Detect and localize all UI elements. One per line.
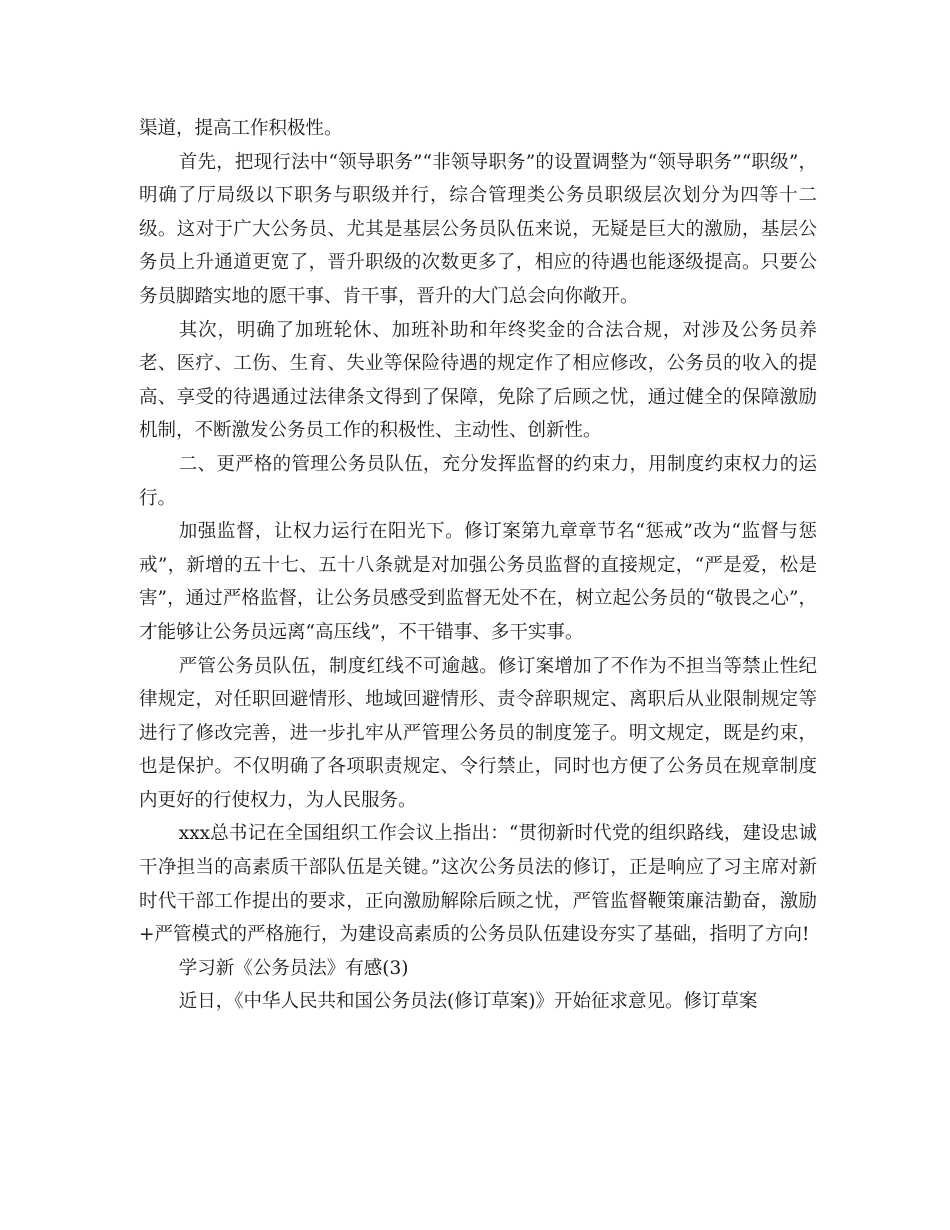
paragraph-conclusion: xxx总书记在全国组织工作会议上指出：“贯彻新时代党的组织路线，建设忠诚干净担当的高素质干部队伍是关键。”这次公务员法的修订，正是响应了习主席对新时代干部工作提出的要求，正向激励解除后顾之忧，严管监督鞭策廉洁勤奋，激励+严管模式的严格施行，为建设高素质的公务员队伍建设夯实了基础，指明了方向! xyxy=(139,823,817,946)
paragraph-benefits: 其次，明确了加班轮休、加班补助和年终奖金的合法合规，对涉及公务员养老、医疗、工伤、生育、失业等保险待遇的规定作了相应修改，公务员的收入的提高、享受的待遇通过法律条文得到了保障，免除了后顾之忧，通过健全的保障激励机制，不断激发公务员工作的积极性、主动性、创新性。 xyxy=(139,319,817,442)
paragraph-supervision: 加强监督，让权力运行在阳光下。修订案第九章章节名“惩戒”改为“监督与惩戒”，新增的五十七、五十八条就是对加强公务员监督的直接规定，“严是爱，松是害”，通过严格监督，让公务员感受到监督无处不在，树立起公务员的“敬畏之心”，才能够让公务员远离“高压线”，不干错事、多干实事。 xyxy=(139,521,817,643)
paragraph-continuation: 渠道，提高工作积极性。 xyxy=(139,118,343,139)
document-body xyxy=(139,112,817,1019)
section-heading-strict-management: 二、更严格的管理公务员队伍，充分发挥监督的约束力，用制度约束权力的运行。 xyxy=(139,453,817,509)
paragraph-discipline: 严管公务员队伍，制度红线不可逾越。修订案增加了不作为不担当等禁止性纪律规定，对任职回避情形、地域回避情形、责令辞职规定、离职后从业限制规定等进行了修改完善，进一步扎牢从严管理公务员的制度笼子。明文规定，既是约束，也是保护。不仅明确了各项职责规定、令行禁止，同时也方便了公务员在规章制度内更好的行使权力，为人民服务。 xyxy=(139,655,817,811)
article-title: 学习新《公务员法》有感(3) xyxy=(178,957,409,979)
paragraph-intro: 近日，《中华人民共和国公务员法(修订草案)》开始征求意见。修订草案 xyxy=(178,991,758,1013)
paragraph-promotion: 首先，把现行法中“领导职务”“非领导职务”的设置调整为“领导职务”“职级”，明确了厅局级以下职务与职级并行，综合管理类公务员职级层次划分为四等十二级。这对于广大公务员、尤其是基层公务员队伍来说，无疑是巨大的激励，基层公务员上升通道更宽了，晋升职级的次数更多了，相应的待遇也能逐级提高。只要公务员脚踏实地的愿干事、肯干事，晋升的大门总会向你敞开。 xyxy=(139,151,817,307)
